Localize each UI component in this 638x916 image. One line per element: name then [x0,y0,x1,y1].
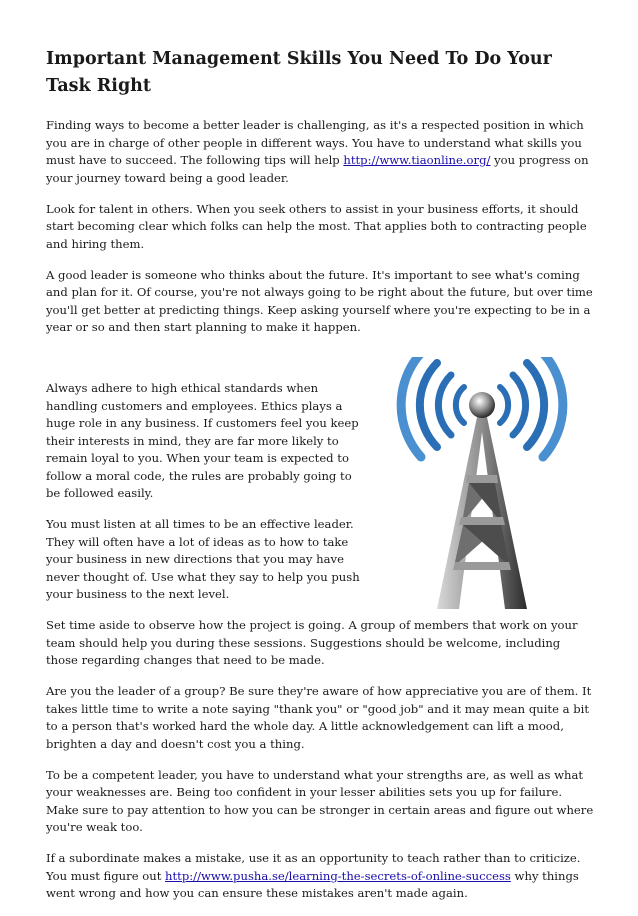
paragraph-intro: Finding ways to become a better leader is challenging, as it's a respected position in which you are in charge of other people in different ways. You have to understand what skills you must have to succeed. The following tips will help http://www.tiaonline.org/ you progress on your journey toward being a good leader. [46,118,589,185]
paragraph-mistakes: If a subordinate makes a mistake, use it as an opportunity to teach rather than to criticize. You must figure out http://www.pusha.se/learning-the-secrets-of-online-success why things went wrong and how you can ensure these mistakes aren't made again. [46,851,581,900]
paragraph-ethics: Always adhere to high ethical standards when handling customers and employees. Ethics plays a huge role in any business. If customers feel you keep their interests in mind, they are far more likely to remain loyal to you. When your team is expected to follow a moral code, the rules are probably going to be followed easily. [46,381,359,500]
radio-tower-icon [377,357,587,612]
paragraph-listen: You must listen at all times to be an effective leader. They will often have a lot of ideas as to how to take your business in new directions that you may have never thought of. Use what they say to help you push your business to the next level. [46,517,360,601]
tower-structure [437,392,527,609]
paragraph-appreciate: Are you the leader of a group? Be sure they're aware of how appreciative you are of them. It takes little time to write a note saying "thank you" or "good job" and it may mean quite a bit to a person that's worked hard the whole day. A little acknowledgement can lift a mood, brighten a day and doesn't cost you a thing. [46,684,592,751]
paragraph-strengths: To be a competent leader, you have to understand what your strengths are, as well as what your weaknesses are. Being too confident in your lesser abilities sets you up for failure. Make sure to pay attention to how you can be stronger in certain areas and figure out where you're weak too. [46,767,594,834]
link-pusha[interactable]: http://www.pusha.se/learning-the-secrets-of-online-success [165,868,511,883]
paragraph-future: A good leader is someone who thinks about the future. It's important to see what's coming and plan for it. Of course, you're not always going to be right about the future, but over time you'll get better at predicting things. Keep asking yourself where you're expecting to be in a year or so and then start planning to make it happen. [46,267,593,334]
paragraph-talent: Look for talent in others. When you seek others to assist in your business efforts, it should start becoming clear which folks can help the most. That applies both to contracting people and hiring them. [46,201,587,251]
radio-tower-image [377,357,587,612]
link-tiaonline[interactable]: http://www.tiaonline.org/ [343,153,491,167]
article-title: Important Management Skills You Need To Do Your Task Right [46,49,552,96]
paragraph-observe: Set time aside to observe how the project is going. A group of members that work on your team should help you during these sessions. Suggestions should be welcome, including those regarding changes that need to be made. [46,618,578,667]
